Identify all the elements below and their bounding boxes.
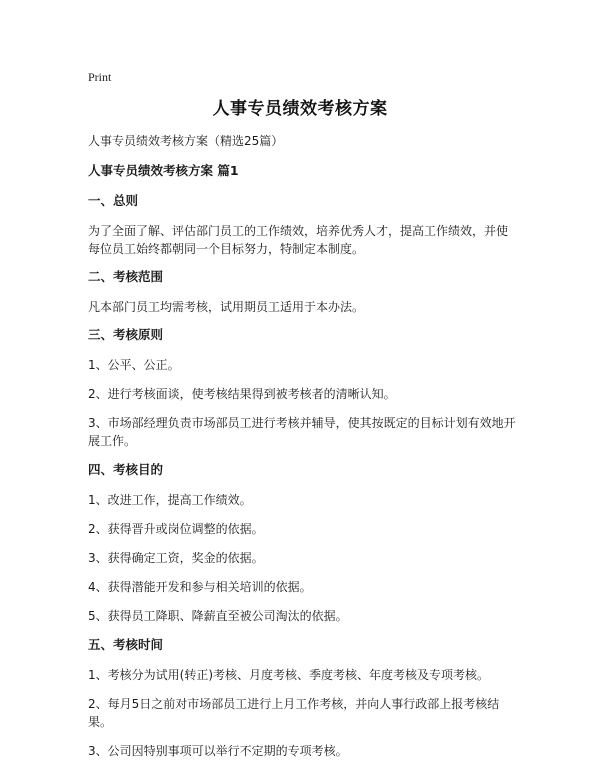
section-heading: 三、考核原则 [88,327,164,342]
section-principles [88,326,518,450]
section-heading: 一、总则 [88,193,139,208]
section-heading: 五、考核时间 [88,637,164,652]
list-item: 4、获得潜能开发和参与相关培训的依据。 [88,580,312,594]
list-item: 1、改进工作，提高工作绩效。 [88,493,252,507]
page-title: 人事专员绩效考核方案 [212,99,388,119]
list-item: 3、公司因特别事项可以举行不定期的专项考核。 [88,744,348,758]
section-heading: 四、考核目的 [88,462,164,477]
list-item: 3、市场部经理负责市场部员工进行考核并辅导，使其按既定的目标计划有效地开展工作。 [88,416,516,448]
list-item: 1、考核分为试用(转正)考核、月度考核、季度考核、年度考核及专项考核。 [88,668,490,682]
section-schedule [88,636,518,760]
section-paragraph: 为了全面了解、评估部门员工的工作绩效，培养优秀人才，提高工作绩效，并使每位员工始终都朝同一个目标努力，特制定本制度。 [88,224,509,256]
section-scope [88,268,518,316]
list-item: 2、获得晋升或岗位调整的依据。 [88,522,264,536]
document-body [88,132,518,771]
part-title: 人事专员绩效考核方案 篇1 [88,163,239,178]
print-label: Print [88,70,112,84]
section-paragraph: 凡本部门员工均需考核，试用期员工适用于本办法。 [88,300,365,314]
list-item: 1、公平、公正。 [88,358,180,372]
section-objectives [88,461,518,625]
list-item: 3、获得确定工资，奖金的依据。 [88,551,264,565]
section-general [88,192,518,258]
list-item: 2、每月5日之前对市场部员工进行上月工作考核，并向人事行政部上报考核结果。 [88,697,500,729]
section-heading: 二、考核范围 [88,269,164,284]
list-item: 2、进行考核面谈，使考核结果得到被考核者的清晰认知。 [88,387,396,401]
list-item: 5、获得员工降职、降薪直至被公司淘汰的依据。 [88,609,348,623]
document-subtitle: 人事专员绩效考核方案（精选25篇） [88,134,284,148]
